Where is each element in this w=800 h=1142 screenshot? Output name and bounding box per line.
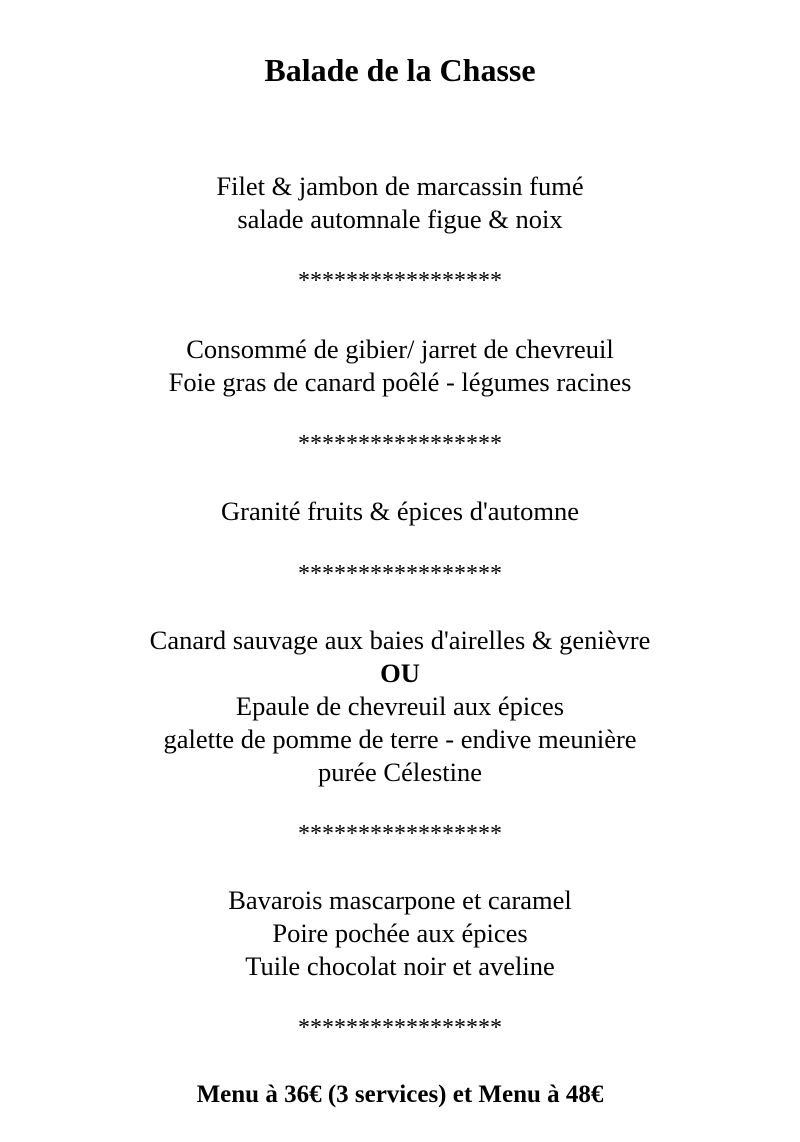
price-line: Menu à 36€ (3 services) et Menu à 48€ (196, 1081, 604, 1108)
dessert-line-3: Tuile chocolat noir et aveline (245, 951, 555, 981)
course-separator: ***************** (298, 561, 502, 587)
main-option-1: Canard sauvage aux baies d'airelles & genièvre (149, 625, 651, 655)
starter-line-1: Filet & jambon de marcassin fumé (216, 171, 584, 201)
main-option-2-line-1: Epaule de chevreuil aux épices (235, 691, 565, 721)
main-option-2-line-3: purée Célestine (317, 757, 483, 787)
or-label: OU (380, 658, 420, 688)
course-separator: ***************** (298, 431, 502, 457)
course-separator: ***************** (298, 268, 502, 294)
dessert-line-1: Bavarois mascarpone et caramel (228, 885, 572, 915)
second-course-line-2: Foie gras de canard poêlé - légumes racines (168, 367, 632, 397)
starter-line-2: salade automnale figue & noix (237, 204, 563, 234)
menu-title: Balade de la Chasse (264, 52, 536, 88)
course-separator: ***************** (298, 1015, 502, 1041)
main-option-2-line-2: galette de pomme de terre - endive meunière (163, 724, 637, 754)
second-course-line-1: Consommé de gibier/ jarret de chevreuil (186, 334, 614, 364)
dessert-line-2: Poire pochée aux épices (272, 918, 528, 948)
sorbet-line: Granité fruits & épices d'automne (221, 496, 579, 526)
course-separator: ***************** (298, 821, 502, 847)
